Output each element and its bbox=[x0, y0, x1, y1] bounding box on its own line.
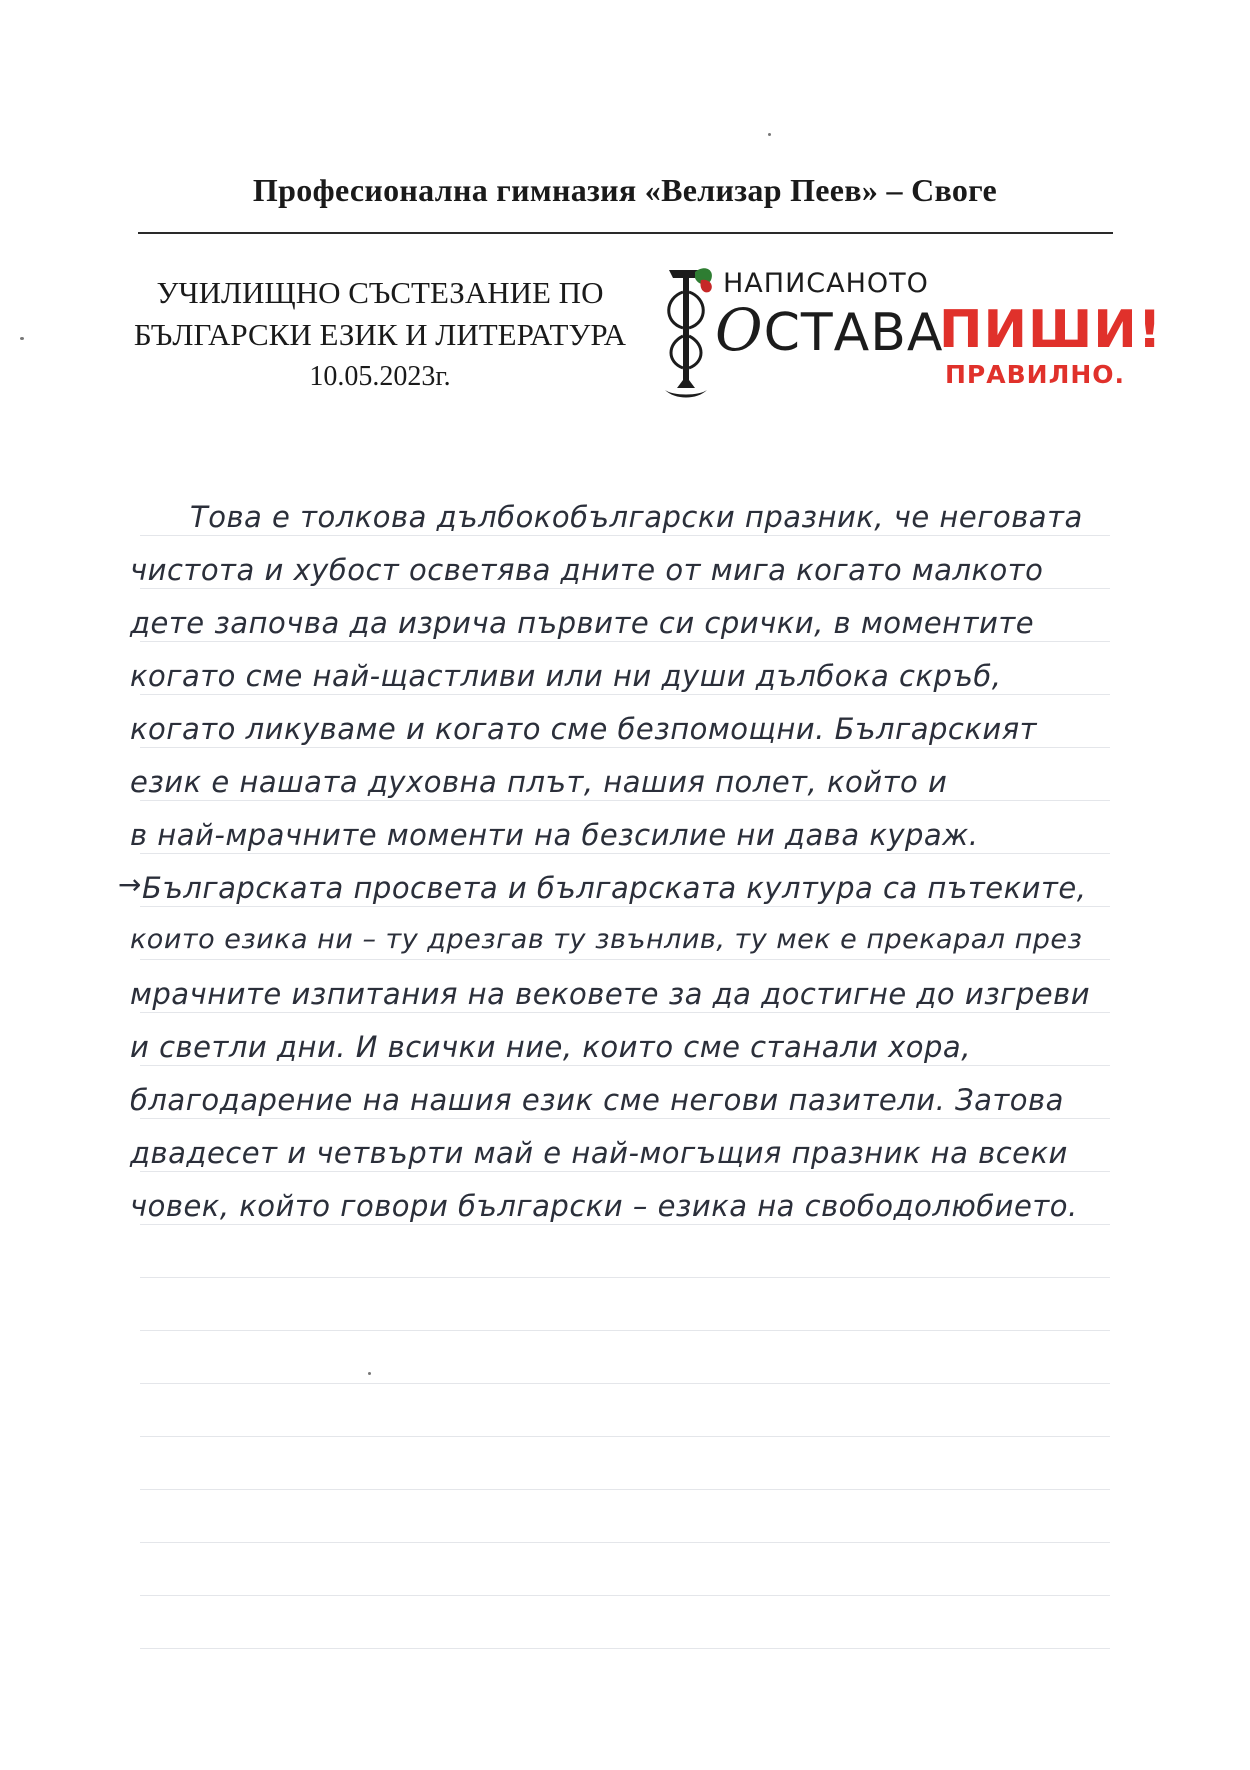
ruled-line bbox=[140, 1383, 1110, 1384]
ruled-line bbox=[140, 588, 1110, 589]
logo-text-main bbox=[715, 296, 944, 364]
essay-line: език е нашата духовна плът, нашия полет, който и bbox=[130, 765, 948, 799]
ruled-line bbox=[140, 1171, 1110, 1172]
essay-line: благодарение на нашия език сме негови пазители. Затова bbox=[130, 1083, 1064, 1117]
campaign-logo bbox=[655, 262, 1163, 412]
scan-speck bbox=[368, 1372, 371, 1375]
ruled-line bbox=[140, 1065, 1110, 1066]
ruled-line bbox=[140, 1330, 1110, 1331]
ruled-line bbox=[140, 959, 1110, 960]
logo-pravilno: ПРАВИЛНО. bbox=[945, 360, 1126, 389]
ruled-line bbox=[140, 1489, 1110, 1490]
contest-info bbox=[110, 272, 650, 398]
essay-line: и светли дни. И всички ние, които сме станали хора, bbox=[130, 1030, 971, 1064]
logo-ornamental-o: О bbox=[715, 296, 764, 364]
essay-line: двадесет и четвърти май е най-могъщия празник на всеки bbox=[130, 1136, 1068, 1170]
ruled-line bbox=[140, 1542, 1110, 1543]
scan-speck bbox=[768, 133, 771, 136]
header-divider bbox=[138, 232, 1113, 234]
essay-line: когато ликуваме и когато сме безпомощни. Българският bbox=[130, 712, 1038, 746]
contest-title-line2: БЪЛГАРСКИ ЕЗИК И ЛИТЕРАТУРА bbox=[133, 317, 627, 352]
essay-line: дете започва да изрича първите си срички, в моментите bbox=[130, 606, 1035, 640]
essay-line: човек, който говори български – езика на свободолюбието. bbox=[130, 1189, 1078, 1223]
ornamental-letter-icon bbox=[655, 262, 717, 402]
ruled-line bbox=[140, 1224, 1110, 1225]
essay-line: Това е толкова дълбокобългарски празник, че неговата bbox=[190, 500, 1083, 534]
ruled-line bbox=[140, 747, 1110, 748]
ruled-line bbox=[140, 853, 1110, 854]
essay-line: чистота и хубост осветява дните от мига когато малкото bbox=[130, 553, 1044, 587]
essay-line: в най-мрачните моменти на безсилие ни дава кураж. bbox=[130, 818, 979, 852]
contest-title-line1: УЧИЛИЩНО СЪСТЕЗАНИЕ ПО bbox=[156, 275, 604, 310]
ruled-line bbox=[140, 1436, 1110, 1437]
ruled-line bbox=[140, 694, 1110, 695]
essay-line: които езика ни – ту дрезгав ту звънлив, ту мек е прекарал през bbox=[130, 924, 1083, 955]
essay-line: когато сме най-щастливи или ни души дълбока скръб, bbox=[130, 659, 1002, 693]
logo-pishi: ПИШИ! bbox=[939, 300, 1163, 360]
ruled-line bbox=[140, 535, 1110, 536]
logo-text-top: НАПИСАНОТО bbox=[723, 268, 929, 299]
ruled-line bbox=[140, 1118, 1110, 1119]
scan-speck bbox=[20, 337, 24, 340]
ruled-line bbox=[140, 1648, 1110, 1649]
essay-line: мрачните изпитания на вековете за да достигне до изгреви bbox=[130, 977, 1091, 1011]
contest-date: 10.05.2023г. bbox=[309, 361, 451, 392]
ruled-line bbox=[140, 1012, 1110, 1013]
arrow-mark: → bbox=[118, 868, 142, 901]
school-title: Професионална гимназия «Велизар Пеев» – Своге bbox=[252, 172, 998, 208]
ruled-line bbox=[140, 1277, 1110, 1278]
ruled-line bbox=[140, 1595, 1110, 1596]
logo-text-stava: СТАВА bbox=[763, 303, 944, 363]
ruled-line bbox=[140, 906, 1110, 907]
ruled-line bbox=[140, 800, 1110, 801]
ruled-line bbox=[140, 641, 1110, 642]
essay-line: Българската просвета и българската култура са пътеките, bbox=[142, 871, 1087, 905]
